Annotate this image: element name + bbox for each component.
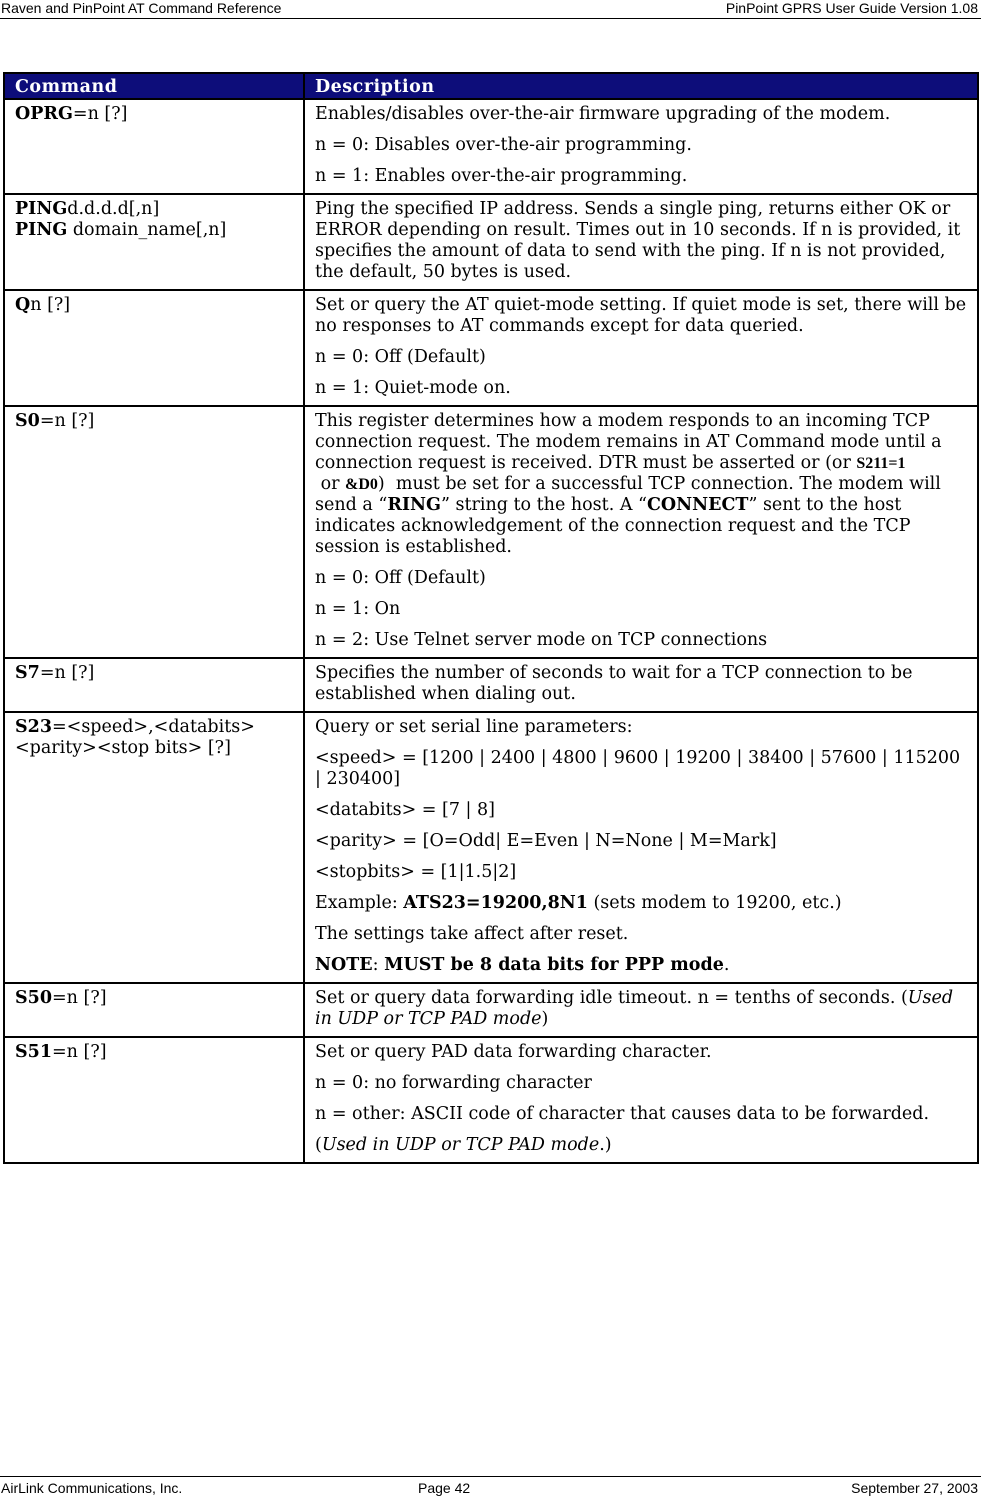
table-header-row — [4, 73, 978, 99]
command-cell: S51=n [?] — [4, 1037, 304, 1163]
column-header-description: Description — [304, 73, 978, 99]
command-cell: S7=n [?] — [4, 658, 304, 712]
description-cell: Query or set serial line parameters: <speed> = [1200 | 2400 | 4800 | 9600 | 19200 | 38400 | 57600 | 115200 | 230400] <databits> = [7 | 8] <parity> = [O=Odd| E=Even | N=None | M=Mark] <stopbits> = [1|1.5|2] Example: ATS23=19200,8N1 (sets modem to 19200, etc.) The settings take affect after reset. NOTE: MUST be 8 data bits for PPP mode. — [304, 712, 978, 983]
header-left-title: Raven and PinPoint AT Command Reference — [1, 0, 282, 16]
footer-date: September 27, 2003 — [851, 1480, 978, 1496]
description-cell: Set or query PAD data forwarding character. n = 0: no forwarding character n = other: ASCII code of character that causes data to be forwarded. (Used in UDP or TCP PAD mode.) — [304, 1037, 978, 1163]
table-row-ping — [4, 194, 978, 290]
command-cell: PINGd.d.d.d[,n] PING domain_name[,n] — [4, 194, 304, 290]
command-table — [3, 72, 979, 1164]
command-cell: OPRG=n [?] — [4, 99, 304, 194]
command-cell: S0=n [?] — [4, 406, 304, 658]
description-cell: This register determines how a modem responds to an incoming TCP connection request. The modem remains in AT Command mode until a connection request is received. DTR must be asserted or (or S211=1 or &D0) must be set for a successful TCP connection. The modem will send a “RING” string to the host. A “CONNECT” sent to the host indicates acknowledgement of the connection request and the TCP session is established. n = 0: Off (Default) n = 1: On n = 2: Use Telnet server mode on TCP connections — [304, 406, 978, 658]
description-cell: Ping the specified IP address. Sends a single ping, returns either OK or ERROR depending on result. Times out in 10 seconds. If n is provided, it specifies the amount of data to send with the ping. If n is not provided, the default, 50 bytes is used. — [304, 194, 978, 290]
description-cell: Specifies the number of seconds to wait for a TCP connection to be established when dialing out. — [304, 658, 978, 712]
footer-page-number: Page 42 — [418, 1480, 471, 1496]
table-row-q — [4, 290, 978, 406]
command-cell: S23=<speed>,<databits> <parity><stop bits> [?] — [4, 712, 304, 983]
command-cell: S50=n [?] — [4, 983, 304, 1037]
footer-company: AirLink Communications, Inc. — [1, 1480, 183, 1496]
column-header-command: Command — [4, 73, 304, 99]
page-header — [0, 0, 981, 19]
description-cell: Set or query the AT quiet-mode setting. If quiet mode is set, there will be no responses to AT commands except for data queried. n = 0: Off (Default) n = 1: Quiet-mode on. — [304, 290, 978, 406]
description-cell: Enables/disables over-the-air firmware upgrading of the modem. n = 0: Disables over-the-air programming. n = 1: Enables over-the-air programming. — [304, 99, 978, 194]
table-row-s0 — [4, 406, 978, 658]
header-right-title: PinPoint GPRS User Guide Version 1.08 — [725, 0, 978, 16]
table-row-s7 — [4, 658, 978, 712]
page-footer — [0, 1476, 981, 1496]
table-row-s50 — [4, 983, 978, 1037]
command-cell: Qn [?] — [4, 290, 304, 406]
table-row-oprg — [4, 99, 978, 194]
table-row-s23 — [4, 712, 978, 983]
description-cell: Set or query data forwarding idle timeout. n = tenths of seconds. (Used in UDP or TCP PAD mode) — [304, 983, 978, 1037]
table-row-s51 — [4, 1037, 978, 1163]
